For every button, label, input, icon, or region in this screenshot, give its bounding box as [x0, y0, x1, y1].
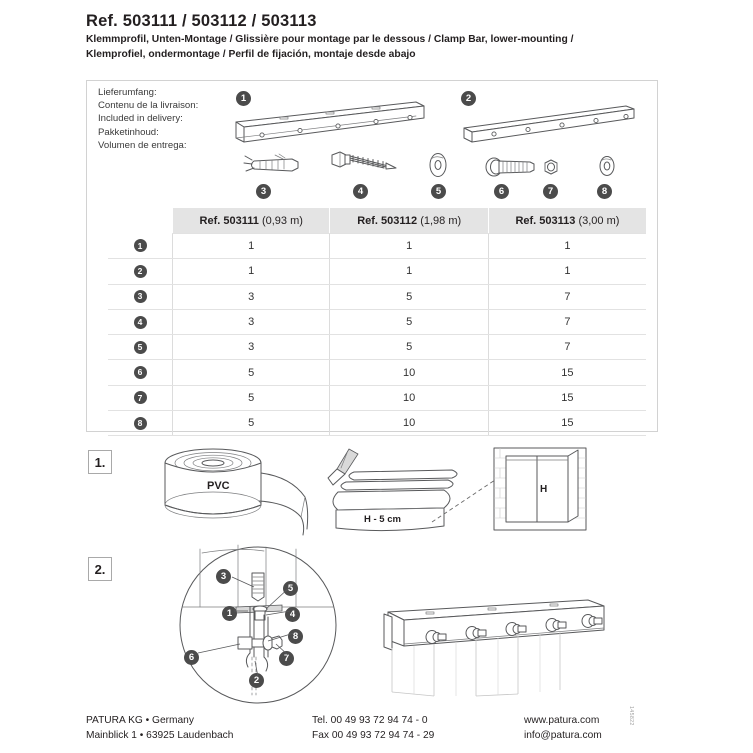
cell-r3c1: 3 — [173, 284, 330, 309]
footer-web — [524, 714, 602, 743]
quantity-table — [108, 208, 646, 436]
cell-r1c3: 1 — [488, 234, 646, 259]
row-badge-cell-6 — [108, 360, 173, 385]
column-length-503113: (3,00 m) — [578, 214, 620, 227]
footer-email[interactable]: info@patura.com — [524, 729, 602, 741]
assembled-clamp-bar-diagram — [370, 588, 610, 698]
column-length-503111: (0,93 m) — [261, 214, 303, 227]
table-row — [108, 411, 646, 436]
table-row — [108, 284, 646, 309]
row-badge-2: 2 — [134, 265, 147, 278]
row-badge-5: 5 — [134, 341, 147, 354]
cell-r7c1: 5 — [173, 385, 330, 410]
step-2-leader-lines — [178, 545, 338, 705]
angle-profile-icon — [228, 100, 428, 148]
footer-company — [86, 714, 233, 743]
step-1-cut-height-label: H - 5 cm — [364, 514, 401, 525]
callout-badge-1: 1 — [222, 603, 237, 621]
wood-screw-icon — [328, 150, 400, 178]
row-badge-4: 4 — [134, 316, 147, 329]
part-badge-1: 1 — [236, 88, 251, 106]
callout-badge-2: 2 — [249, 670, 264, 688]
flat-bar-icon — [458, 102, 638, 148]
row-badge-cell-5 — [108, 335, 173, 360]
callout-badge-6: 6 — [184, 647, 199, 665]
part-badge-2: 2 — [461, 88, 476, 106]
part-badge-8: 8 — [597, 181, 612, 199]
subtitle-line-2: Klemprofiel, ondermontage / Perfil de fijación, montaje desde abajo — [86, 48, 416, 60]
step-2-number: 2. — [88, 557, 112, 581]
page-subtitle — [86, 33, 646, 62]
table-header — [108, 208, 646, 234]
footer-fax: Fax 00 49 93 72 94 74 - 29 — [312, 729, 435, 741]
step-1-opening-height-label: H — [540, 484, 548, 495]
cell-r3c2: 5 — [330, 284, 488, 309]
page-title: Ref. 503111 / 503112 / 503113 — [86, 12, 317, 30]
cell-r5c3: 7 — [488, 335, 646, 360]
cell-r7c3: 15 — [488, 385, 646, 410]
cell-r4c2: 5 — [330, 309, 488, 334]
cell-r2c1: 1 — [173, 259, 330, 284]
callout-badge-4: 4 — [285, 604, 300, 622]
cell-r4c3: 7 — [488, 309, 646, 334]
step-1-material-label: PVC — [207, 480, 230, 492]
row-badge-cell-1 — [108, 234, 173, 259]
table-row — [108, 360, 646, 385]
column-ref-503111: Ref. 503111 — [199, 214, 259, 227]
cell-r4c1: 3 — [173, 309, 330, 334]
footer-tel: Tel. 00 49 93 72 94 74 - 0 — [312, 715, 428, 726]
table-row — [108, 309, 646, 334]
row-badge-cell-2 — [108, 259, 173, 284]
row-badge-cell-3 — [108, 284, 173, 309]
large-washer-icon — [425, 152, 451, 178]
bolt-icon — [484, 156, 540, 178]
callout-badge-3: 3 — [216, 566, 231, 584]
subtitle-line-1: Klemmprofil, Unten-Montage / Glissière pour montage par le dessous / Clamp Bar, lower-mounting / — [86, 34, 574, 45]
cell-r8c3: 15 — [488, 411, 646, 436]
cell-r8c1: 5 — [173, 411, 330, 436]
row-badge-cell-4 — [108, 309, 173, 334]
footer-phone — [312, 714, 434, 743]
cell-r6c1: 5 — [173, 360, 330, 385]
delivery-label-en: Included in delivery: — [98, 113, 183, 125]
row-badge-cell-7 — [108, 385, 173, 410]
cell-r1c2: 1 — [330, 234, 488, 259]
nut-icon — [540, 158, 562, 178]
cell-r2c3: 1 — [488, 259, 646, 284]
part-badge-7: 7 — [543, 181, 558, 199]
part-badge-3: 3 — [256, 181, 271, 199]
table-row — [108, 259, 646, 284]
table-header-row — [108, 208, 646, 234]
delivery-label-es: Volumen de entrega: — [98, 139, 187, 151]
part-badge-5: 5 — [431, 181, 446, 199]
step-1-number: 1. — [88, 450, 112, 474]
small-washer-icon — [595, 155, 619, 179]
cell-r5c2: 5 — [330, 335, 488, 360]
table-body — [108, 234, 646, 436]
delivery-label-de: Lieferumfang: — [98, 87, 157, 98]
callout-badge-5: 5 — [283, 578, 298, 596]
document-side-code: 145822 — [628, 706, 634, 726]
cell-r2c2: 1 — [330, 259, 488, 284]
wall-plug-icon — [242, 152, 304, 178]
column-ref-503112: Ref. 503112 — [357, 214, 418, 227]
column-header-503113 — [488, 208, 646, 234]
cell-r6c3: 15 — [488, 360, 646, 385]
part-badge-6: 6 — [494, 181, 509, 199]
table-row — [108, 335, 646, 360]
delivery-label-fr: Contenu de la livraison: — [98, 100, 199, 112]
footer-company-line-1: PATURA KG • Germany — [86, 715, 194, 726]
column-header-503111 — [173, 208, 330, 234]
callout-badge-7: 7 — [279, 648, 294, 666]
footer-company-line-2: Mainblick 1 • 63925 Laudenbach — [86, 729, 234, 741]
row-badge-6: 6 — [134, 366, 147, 379]
cell-r1c1: 1 — [173, 234, 330, 259]
delivery-label-nl: Pakketinhoud: — [98, 126, 159, 138]
cell-r3c3: 7 — [488, 284, 646, 309]
cell-r6c2: 10 — [330, 360, 488, 385]
callout-badge-8: 8 — [288, 626, 303, 644]
row-badge-cell-8 — [108, 411, 173, 436]
row-badge-3: 3 — [134, 290, 147, 303]
row-badge-7: 7 — [134, 391, 147, 404]
column-ref-503113: Ref. 503113 — [515, 214, 576, 227]
cell-r8c2: 10 — [330, 411, 488, 436]
part-badge-4: 4 — [353, 181, 368, 199]
table-corner-cell — [108, 208, 173, 234]
footer-website[interactable]: www.patura.com — [524, 715, 600, 726]
table-row — [108, 385, 646, 410]
cell-r5c1: 3 — [173, 335, 330, 360]
cell-r7c2: 10 — [330, 385, 488, 410]
doorway-diagram — [492, 446, 588, 532]
column-length-503112: (1,98 m) — [420, 214, 462, 227]
column-header-503112 — [330, 208, 488, 234]
table-row — [108, 234, 646, 259]
row-badge-1: 1 — [134, 239, 147, 252]
delivery-language-labels — [98, 86, 198, 152]
row-badge-8: 8 — [134, 417, 147, 430]
